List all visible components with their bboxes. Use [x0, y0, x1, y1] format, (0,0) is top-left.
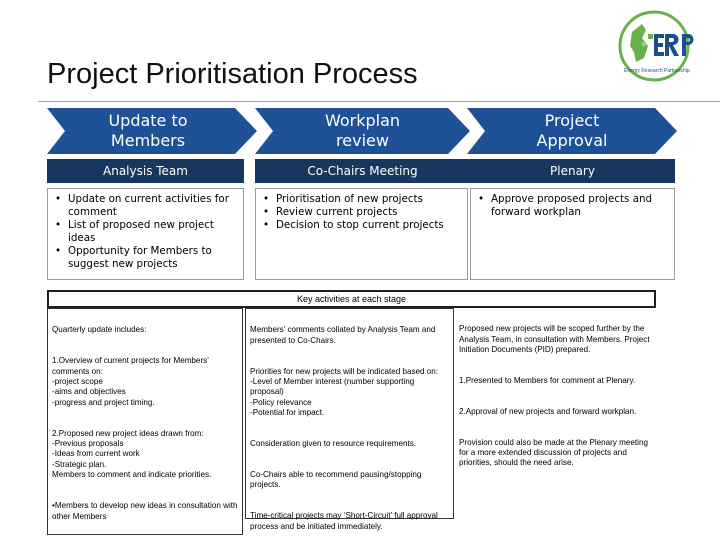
key-activities-column-approval	[455, 308, 656, 488]
activity-text: 1.Overview of current projects for Members’ comments on: -project scope -aims and objectives -progress and project timing.	[52, 356, 209, 407]
title-divider	[38, 101, 720, 102]
key-activities-column-update	[47, 308, 243, 535]
bullet-item: • Opportunity for Members to suggest new projects	[64, 245, 239, 271]
stage-2-activities	[255, 188, 468, 280]
bullet-item: • Approve proposed projects and forward workplan	[487, 193, 670, 219]
bullet-item: • Update on current activities for comment	[64, 193, 239, 219]
stage-3-activities	[470, 188, 675, 280]
activity-text: 2.Proposed new project ideas drawn from: -Previous proposals -Ideas from current work -Strategic plan. Members to comment and indicate priorities.	[52, 428, 212, 480]
sublabel-plenary: Plenary	[470, 159, 675, 183]
stage-workplan-review	[255, 108, 470, 154]
logo-subtitle: Energy Research Partnership	[624, 68, 690, 74]
activity-text: Time-critical projects may ‘Short-Circuit’ full approval process and be initiated immediately.	[250, 511, 438, 531]
activity-text: Quarterly update includes:	[52, 325, 147, 335]
erp-logo	[612, 6, 708, 86]
stage-title: Update to Members	[108, 111, 188, 150]
erp-logo-graphic	[612, 6, 708, 86]
bullet-item: • Decision to stop current projects	[272, 219, 463, 232]
sublabel-analysis-team: Analysis Team	[47, 159, 244, 183]
stage-update-to-members	[47, 108, 257, 154]
bullet-item: • Review current projects	[272, 206, 463, 219]
activity-text: 1.Presented to Members for comment at Plenary.	[459, 376, 636, 386]
activity-text: Provision could also be made at the Plenary meeting for a more extended discussion of projects and priorities, should the need arise.	[459, 437, 648, 468]
key-activities-header: Key activities at each stage	[47, 290, 656, 308]
activity-text: 2.Approval of new projects and forward workplan.	[459, 406, 637, 416]
activity-text: Members’ comments collated by Analysis Team and presented to Co-Chairs.	[250, 325, 436, 345]
activity-text: Consideration given to resource requirements.	[250, 439, 417, 449]
sublabel-co-chairs-meeting: Co-Chairs Meeting	[255, 159, 470, 183]
activity-text: •Members to develop new ideas in consultation with other Members	[52, 501, 238, 521]
stage-project-approval	[467, 108, 677, 154]
bullet-item: • Prioritisation of new projects	[272, 193, 463, 206]
stage-title: Workplan review	[324, 111, 401, 150]
page-title: Project Prioritisation Process	[47, 58, 418, 90]
activity-text: Co-Chairs able to recommend pausing/stopping projects.	[250, 469, 422, 490]
bullet-item: • List of proposed new project ideas	[64, 219, 239, 245]
stage-1-activities	[47, 188, 244, 280]
activity-text: Proposed new projects will be scoped further by the Analysis Team, in consultation with Members. Project Initiation Documents (PID) prepared.	[459, 324, 650, 355]
key-activities-column-review	[245, 308, 454, 531]
activity-text: Priorities for new projects will be indicated based on: -Level of Member interest (number supporting proposal) -Policy relevance -Potential for impact.	[250, 366, 439, 418]
stage-title: Project Approval	[536, 111, 608, 150]
